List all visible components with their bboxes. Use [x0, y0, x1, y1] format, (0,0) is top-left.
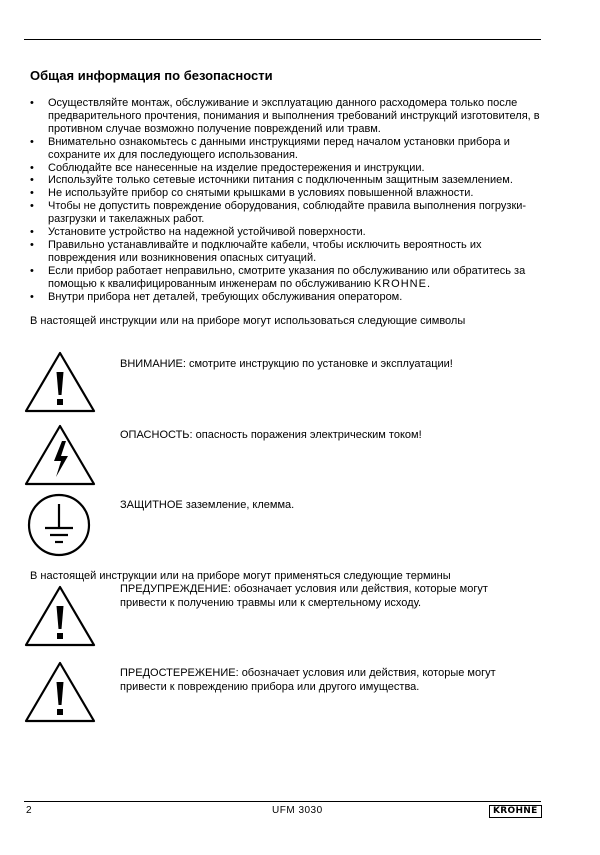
top-rule	[24, 39, 541, 40]
bottom-rule	[24, 801, 541, 802]
bullet-item: • Чтобы не допустить повреждение оборудования, соблюдайте правила выполнения погрузки-разгрузки и такелажных работ.	[30, 200, 550, 226]
section-heading: Общая информация по безопасности	[30, 68, 273, 83]
service-end: .	[426, 277, 431, 290]
electric-shock-icon	[24, 423, 96, 487]
safety-bullet-list	[30, 97, 550, 304]
bullet-item: • Осуществляйте монтаж, обслуживание и эксплуатацию данного расходомера только после предварительного прочтения, понимания и выполнения требований инструкций изготовителя, в противном случае возможно получение повреждений или травм.	[30, 97, 550, 136]
service-text: Если прибор работает неправильно, смотрите указания по обслуживанию или обратитесь за помощью к квалифицированным инженерам по обслуживанию	[48, 264, 526, 290]
document-name: UFM 3030	[272, 805, 323, 816]
caution-symbol-text: ВНИМАНИЕ: смотрите инструкцию по установке и эксплуатации!	[120, 358, 453, 370]
bullet-item: • Внутри прибора нет деталей, требующих обслуживания оператором.	[30, 291, 550, 304]
warning-term-text: ПРЕДУПРЕЖДЕНИЕ: обозначает условия или действия, которые могут привести к получению травмы или к смертельному исходу.	[120, 583, 488, 610]
bullet-item: • Внимательно ознакомьтесь с данными инструкциями перед началом установки прибора и сохраните их для последующего использования.	[30, 136, 550, 162]
bullet-item: • Соблюдайте все нанесенные на изделие предостережения и инструкции.	[30, 162, 550, 175]
warning-triangle-icon	[24, 350, 96, 414]
brand-name: KROHNE	[373, 277, 427, 290]
caution-triangle-icon	[24, 660, 96, 724]
warning-triangle-icon	[24, 584, 96, 648]
ground-symbol-text: ЗАЩИТНОЕ заземление, клемма.	[120, 499, 295, 511]
bullet-item: • Не используйте прибор со снятыми крышками в условиях повышенной влажности.	[30, 187, 550, 200]
protective-ground-icon	[26, 492, 92, 558]
caution-term-text: ПРЕДОСТЕРЕЖЕНИЕ: обозначает условия или действия, которые могут привести к повреждению прибора или другого имущества.	[120, 667, 496, 694]
bullet-item: • Установите устройство на надежной устойчивой поверхности.	[30, 226, 550, 239]
bullet-item-service	[30, 265, 550, 291]
bullet-item: • Правильно устанавливайте и подключайте кабели, чтобы исключить вероятность их повреждения или возникновения опасных ситуаций.	[30, 239, 550, 265]
krohne-logo: KROHNE	[489, 805, 542, 818]
shock-symbol-text: ОПАСНОСТЬ: опасность поражения электрическим током!	[120, 429, 422, 441]
page-number: 2	[26, 805, 32, 816]
terms-intro: В настоящей инструкции или на приборе могут применяться следующие термины	[30, 570, 451, 582]
bullet-item: • Используйте только сетевые источники питания с подключенным защитным заземлением.	[30, 174, 550, 187]
symbols-intro: В настоящей инструкции или на приборе могут использоваться следующие символы	[30, 315, 466, 327]
